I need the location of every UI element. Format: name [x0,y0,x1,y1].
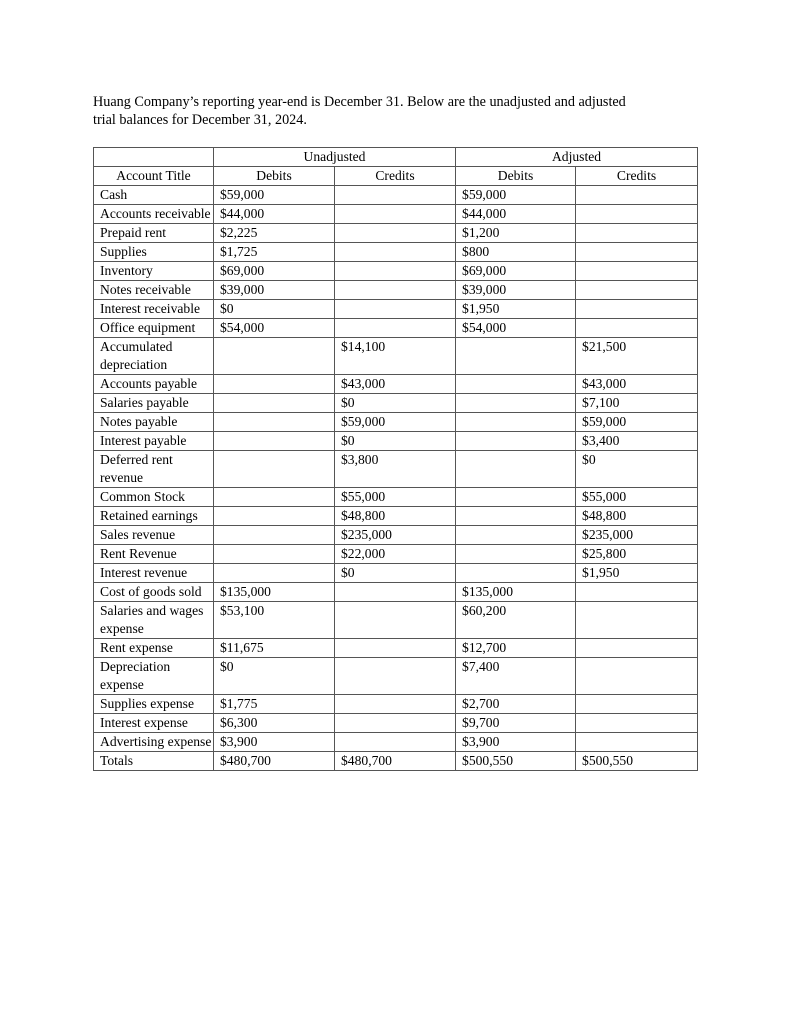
adjusted-group-header: Adjusted [456,148,698,167]
account-title-cell: Depreciation expense [94,658,214,695]
unadjusted-credit-cell [335,281,456,300]
unadjusted-debit-cell: $54,000 [214,319,335,338]
account-title-cell: Notes payable [94,413,214,432]
unadjusted-debit-cell: $6,300 [214,714,335,733]
table-row [94,507,698,526]
unadjusted-credit-cell [335,186,456,205]
table-row [94,583,698,602]
account-title-cell: Notes receivable [94,281,214,300]
adjusted-debit-cell: $54,000 [456,319,576,338]
intro-line-2: trial balances for December 31, 2024. [93,112,307,128]
unadjusted-debit-cell [214,394,335,413]
adjusted-debit-cell: $9,700 [456,714,576,733]
adjusted-credit-cell: $21,500 [576,338,698,375]
adjusted-credit-cell: $48,800 [576,507,698,526]
trial-balance-table [93,147,698,771]
adjusted-credit-cell [576,658,698,695]
adjusted-debit-cell: $12,700 [456,639,576,658]
unadjusted-credit-cell [335,319,456,338]
adjusted-debit-cell [456,564,576,583]
adjusted-debit-cell: $500,550 [456,752,576,771]
account-title-cell: Cost of goods sold [94,583,214,602]
table-row [94,243,698,262]
adjusted-credit-cell [576,714,698,733]
adjusted-debit-cell [456,488,576,507]
unadjusted-debit-cell [214,564,335,583]
account-title-header: Account Title [94,167,214,186]
unadjusted-debits-header: Debits [214,167,335,186]
table-row [94,695,698,714]
account-title-cell: Interest revenue [94,564,214,583]
account-title-cell: Supplies [94,243,214,262]
unadjusted-debit-cell: $135,000 [214,583,335,602]
unadjusted-debit-cell: $3,900 [214,733,335,752]
unadjusted-credit-cell: $43,000 [335,375,456,394]
table-row [94,413,698,432]
account-title-cell: Deferred rent revenue [94,451,214,488]
unadjusted-debit-cell: $53,100 [214,602,335,639]
account-title-cell: Advertising expense [94,733,214,752]
adjusted-debit-cell: $69,000 [456,262,576,281]
unadjusted-credit-cell: $0 [335,564,456,583]
adjusted-credit-cell [576,733,698,752]
unadjusted-credit-cell [335,224,456,243]
account-title-cell: Common Stock [94,488,214,507]
unadjusted-debit-cell: $480,700 [214,752,335,771]
unadjusted-debit-cell: $0 [214,658,335,695]
adjusted-credit-cell: $235,000 [576,526,698,545]
account-title-cell: Inventory [94,262,214,281]
account-title-cell: Salaries and wages expense [94,602,214,639]
blank-header-cell [94,148,214,167]
adjusted-credit-cell: $59,000 [576,413,698,432]
unadjusted-credit-cell: $59,000 [335,413,456,432]
adjusted-debit-cell: $800 [456,243,576,262]
adjusted-debit-cell [456,545,576,564]
unadjusted-credit-cell: $55,000 [335,488,456,507]
adjusted-debit-cell [456,432,576,451]
account-title-cell: Accounts payable [94,375,214,394]
unadjusted-debit-cell [214,375,335,394]
intro-paragraph [93,93,693,129]
unadjusted-debit-cell: $0 [214,300,335,319]
table-row [94,300,698,319]
account-title-cell: Supplies expense [94,695,214,714]
account-title-cell: Interest receivable [94,300,214,319]
table-row [94,564,698,583]
adjusted-credit-cell [576,319,698,338]
unadjusted-group-header: Unadjusted [214,148,456,167]
table-row [94,186,698,205]
adjusted-debit-cell [456,394,576,413]
adjusted-debit-cell: $7,400 [456,658,576,695]
account-title-cell: Accumulated depreciation [94,338,214,375]
unadjusted-debit-cell: $2,225 [214,224,335,243]
unadjusted-credit-cell [335,243,456,262]
adjusted-credit-cell: $1,950 [576,564,698,583]
account-title-cell: Sales revenue [94,526,214,545]
table-row [94,451,698,488]
intro-line-1: Huang Company’s reporting year-end is December 31. Below are the unadjusted and adjusted [93,94,626,110]
unadjusted-credit-cell [335,733,456,752]
adjusted-credit-cell: $7,100 [576,394,698,413]
unadjusted-debit-cell: $39,000 [214,281,335,300]
table-row [94,262,698,281]
unadjusted-credit-cell: $22,000 [335,545,456,564]
unadjusted-debit-cell [214,526,335,545]
unadjusted-debit-cell [214,451,335,488]
adjusted-debit-cell: $135,000 [456,583,576,602]
adjusted-credit-cell [576,639,698,658]
adjusted-debit-cell [456,507,576,526]
unadjusted-debit-cell: $59,000 [214,186,335,205]
table-row [94,205,698,224]
adjusted-credit-cell: $500,550 [576,752,698,771]
adjusted-debit-cell [456,451,576,488]
adjusted-debit-cell [456,375,576,394]
adjusted-credit-cell [576,243,698,262]
unadjusted-credit-cell [335,583,456,602]
adjusted-credit-cell [576,224,698,243]
unadjusted-debit-cell: $1,725 [214,243,335,262]
table-row [94,526,698,545]
adjusted-credit-cell [576,583,698,602]
unadjusted-credit-cell: $235,000 [335,526,456,545]
account-title-cell: Rent expense [94,639,214,658]
table-row [94,752,698,771]
adjusted-credit-cell: $43,000 [576,375,698,394]
adjusted-debit-cell: $60,200 [456,602,576,639]
unadjusted-credit-cell [335,205,456,224]
adjusted-debit-cell: $39,000 [456,281,576,300]
unadjusted-debit-cell [214,413,335,432]
unadjusted-credit-cell: $0 [335,394,456,413]
unadjusted-credit-cell [335,639,456,658]
adjusted-debits-header: Debits [456,167,576,186]
unadjusted-credits-header: Credits [335,167,456,186]
adjusted-credit-cell: $25,800 [576,545,698,564]
account-title-cell: Accounts receivable [94,205,214,224]
unadjusted-credit-cell [335,300,456,319]
table-row [94,394,698,413]
adjusted-credit-cell [576,695,698,714]
adjusted-credit-cell [576,262,698,281]
unadjusted-credit-cell: $3,800 [335,451,456,488]
account-title-cell: Office equipment [94,319,214,338]
account-title-cell: Cash [94,186,214,205]
adjusted-credit-cell: $55,000 [576,488,698,507]
unadjusted-credit-cell: $14,100 [335,338,456,375]
adjusted-debit-cell: $2,700 [456,695,576,714]
adjusted-credit-cell [576,281,698,300]
table-row [94,658,698,695]
unadjusted-credit-cell [335,714,456,733]
adjusted-debit-cell [456,526,576,545]
table-row [94,224,698,243]
adjusted-credits-header: Credits [576,167,698,186]
unadjusted-debit-cell [214,432,335,451]
table-row [94,338,698,375]
adjusted-credit-cell [576,300,698,319]
adjusted-debit-cell: $1,950 [456,300,576,319]
unadjusted-debit-cell [214,545,335,564]
adjusted-credit-cell [576,602,698,639]
unadjusted-credit-cell [335,658,456,695]
unadjusted-credit-cell [335,695,456,714]
table-row [94,281,698,300]
table-row [94,733,698,752]
adjusted-debit-cell: $1,200 [456,224,576,243]
unadjusted-credit-cell [335,262,456,281]
adjusted-debit-cell [456,338,576,375]
unadjusted-credit-cell [335,602,456,639]
table-row [94,432,698,451]
table-row [94,639,698,658]
table-row [94,714,698,733]
account-title-cell: Interest expense [94,714,214,733]
unadjusted-debit-cell: $44,000 [214,205,335,224]
column-header-row [94,167,698,186]
table-row [94,319,698,338]
adjusted-credit-cell [576,205,698,224]
table-row [94,488,698,507]
group-header-row [94,148,698,167]
account-title-cell: Retained earnings [94,507,214,526]
account-title-cell: Rent Revenue [94,545,214,564]
adjusted-credit-cell [576,186,698,205]
account-title-cell: Prepaid rent [94,224,214,243]
adjusted-credit-cell: $0 [576,451,698,488]
account-title-cell: Totals [94,752,214,771]
account-title-cell: Interest payable [94,432,214,451]
unadjusted-debit-cell: $1,775 [214,695,335,714]
trial-balance-body [94,186,698,771]
unadjusted-debit-cell [214,338,335,375]
unadjusted-debit-cell [214,507,335,526]
adjusted-debit-cell [456,413,576,432]
unadjusted-debit-cell: $11,675 [214,639,335,658]
table-row [94,545,698,564]
account-title-cell: Salaries payable [94,394,214,413]
table-row [94,602,698,639]
unadjusted-credit-cell: $48,800 [335,507,456,526]
adjusted-credit-cell: $3,400 [576,432,698,451]
unadjusted-credit-cell: $480,700 [335,752,456,771]
unadjusted-debit-cell: $69,000 [214,262,335,281]
table-row [94,375,698,394]
adjusted-debit-cell: $44,000 [456,205,576,224]
unadjusted-credit-cell: $0 [335,432,456,451]
adjusted-debit-cell: $3,900 [456,733,576,752]
adjusted-debit-cell: $59,000 [456,186,576,205]
unadjusted-debit-cell [214,488,335,507]
